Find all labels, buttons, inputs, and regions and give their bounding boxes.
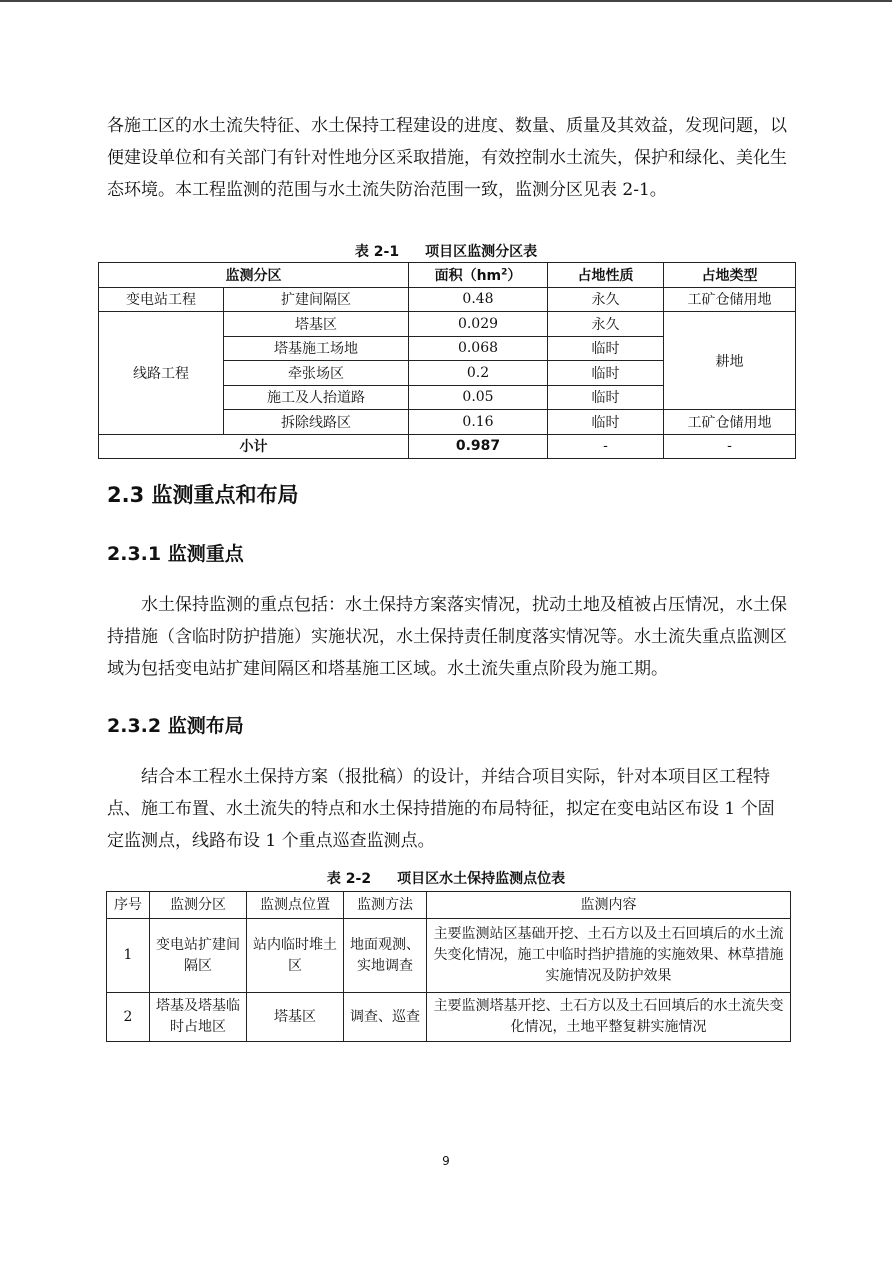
cell-sub: 施工及人抬道路 (224, 385, 409, 410)
cell-method: 地面观测、实地调查 (344, 919, 427, 993)
cell-area: 0.48 (409, 287, 548, 312)
table2-caption (0, 870, 892, 888)
cell-type: 工矿仓储用地 (664, 410, 796, 435)
cell-area: 0.029 (409, 312, 548, 337)
cell-content: 主要监测塔基开挖、土石方以及土石回填后的水土流失变化情况，土地平整复耕实施情况 (427, 993, 791, 1042)
header-nature: 占地性质 (548, 263, 664, 288)
cell-area: 0.16 (409, 410, 548, 435)
header-no: 序号 (107, 892, 150, 919)
page-number: 9 (442, 1154, 450, 1168)
cell-type-merged: 耕地 (664, 312, 796, 410)
header-zone: 监测分区 (99, 263, 409, 288)
cell-sub: 塔基区 (224, 312, 409, 337)
header-zone: 监测分区 (150, 892, 247, 919)
cell-location: 站内临时堆土区 (247, 919, 344, 993)
header-content: 监测内容 (427, 892, 791, 919)
cell-nature: 临时 (548, 410, 664, 435)
table-header-row (99, 263, 796, 288)
header-method: 监测方法 (344, 892, 427, 919)
page-top-border (0, 0, 892, 2)
section-2-3-1-heading: 2.3.1 监测重点 (107, 543, 244, 565)
total-type: - (664, 434, 796, 459)
table-row (99, 312, 796, 337)
monitoring-point-table (106, 891, 791, 1042)
cell-nature: 永久 (548, 287, 664, 312)
group-substation: 变电站工程 (99, 287, 224, 312)
cell-zone: 变电站扩建间隔区 (150, 919, 247, 993)
table1-caption-number: 表 2-1 (354, 244, 400, 260)
cell-zone: 塔基及塔基临时占地区 (150, 993, 247, 1042)
cell-sub: 塔基施工场地 (224, 336, 409, 361)
total-nature: - (548, 434, 664, 459)
cell-area: 0.068 (409, 336, 548, 361)
monitoring-zone-table (98, 262, 796, 459)
header-area: 面积$(hm^2)$ (409, 263, 548, 288)
table-row (107, 919, 791, 993)
cell-content: 主要监测站区基础开挖、土石方以及土石回填后的水土流失变化情况，施工中临时挡护措施的实施效果、林草措施实施情况及防护效果 (427, 919, 791, 993)
cell-type: 工矿仓储用地 (664, 287, 796, 312)
cell-sub: 牵张场区 (224, 361, 409, 386)
total-area: 0.987 (409, 434, 548, 459)
total-label: 小计 (99, 434, 409, 459)
cell-nature: 永久 (548, 312, 664, 337)
header-landtype: 占地类型 (664, 263, 796, 288)
section-2-3-2-paragraph: 结合本工程水土保持方案（报批稿）的设计，并结合项目实际，针对本项目区工程特点、施工布置、水土流失的特点和水土保持措施的布局特征，拟定在变电站区布设 1 个固定监测点，线路布设 1 个重点巡查监测点。 (107, 767, 775, 851)
table2-caption-title: 项目区水土保持监测点位表 (397, 871, 566, 887)
cell-no: 1 (107, 919, 150, 993)
section-2-3-heading: 2.3 监测重点和布局 (107, 483, 299, 507)
table2-caption-number: 表 2-2 (326, 871, 372, 887)
table-row (99, 287, 796, 312)
section-2-3-1-paragraph: 水土保持监测的重点包括：水土保持方案落实情况，扰动土地及植被占压情况，水土保持措施（含临时防护措施）实施状况，水土保持责任制度落实情况等。水土流失重点监测区域为包括变电站扩建间隔区和塔基施工区域。水土流失重点阶段为施工期。 (107, 595, 787, 679)
cell-sub: 扩建间隔区 (224, 287, 409, 312)
header-location: 监测点位置 (247, 892, 344, 919)
cell-sub: 拆除线路区 (224, 410, 409, 435)
cell-no: 2 (107, 993, 150, 1042)
cell-location: 塔基区 (247, 993, 344, 1042)
table1-caption (0, 243, 892, 261)
cell-nature: 临时 (548, 361, 664, 386)
cell-method: 调查、巡查 (344, 993, 427, 1042)
cell-nature: 临时 (548, 385, 664, 410)
cell-area: 0.2 (409, 361, 548, 386)
group-line: 线路工程 (99, 312, 224, 435)
cell-area: 0.05 (409, 385, 548, 410)
intro-paragraph: 各施工区的水土流失特征、水土保持工程建设的进度、数量、质量及其效益，发现问题，以便建设单位和有关部门有针对性地分区采取措施，有效控制水土流失，保护和绿化、美化生态环境。本工程监测的范围与水土流失防治范围一致，监测分区见表 2-1。 (107, 116, 787, 200)
table-header-row (107, 892, 791, 919)
section-2-3-2-heading: 2.3.2 监测布局 (107, 715, 244, 737)
table-row (107, 993, 791, 1042)
cell-nature: 临时 (548, 336, 664, 361)
table-total-row (99, 434, 796, 459)
table1-caption-title: 项目区监测分区表 (425, 244, 538, 260)
